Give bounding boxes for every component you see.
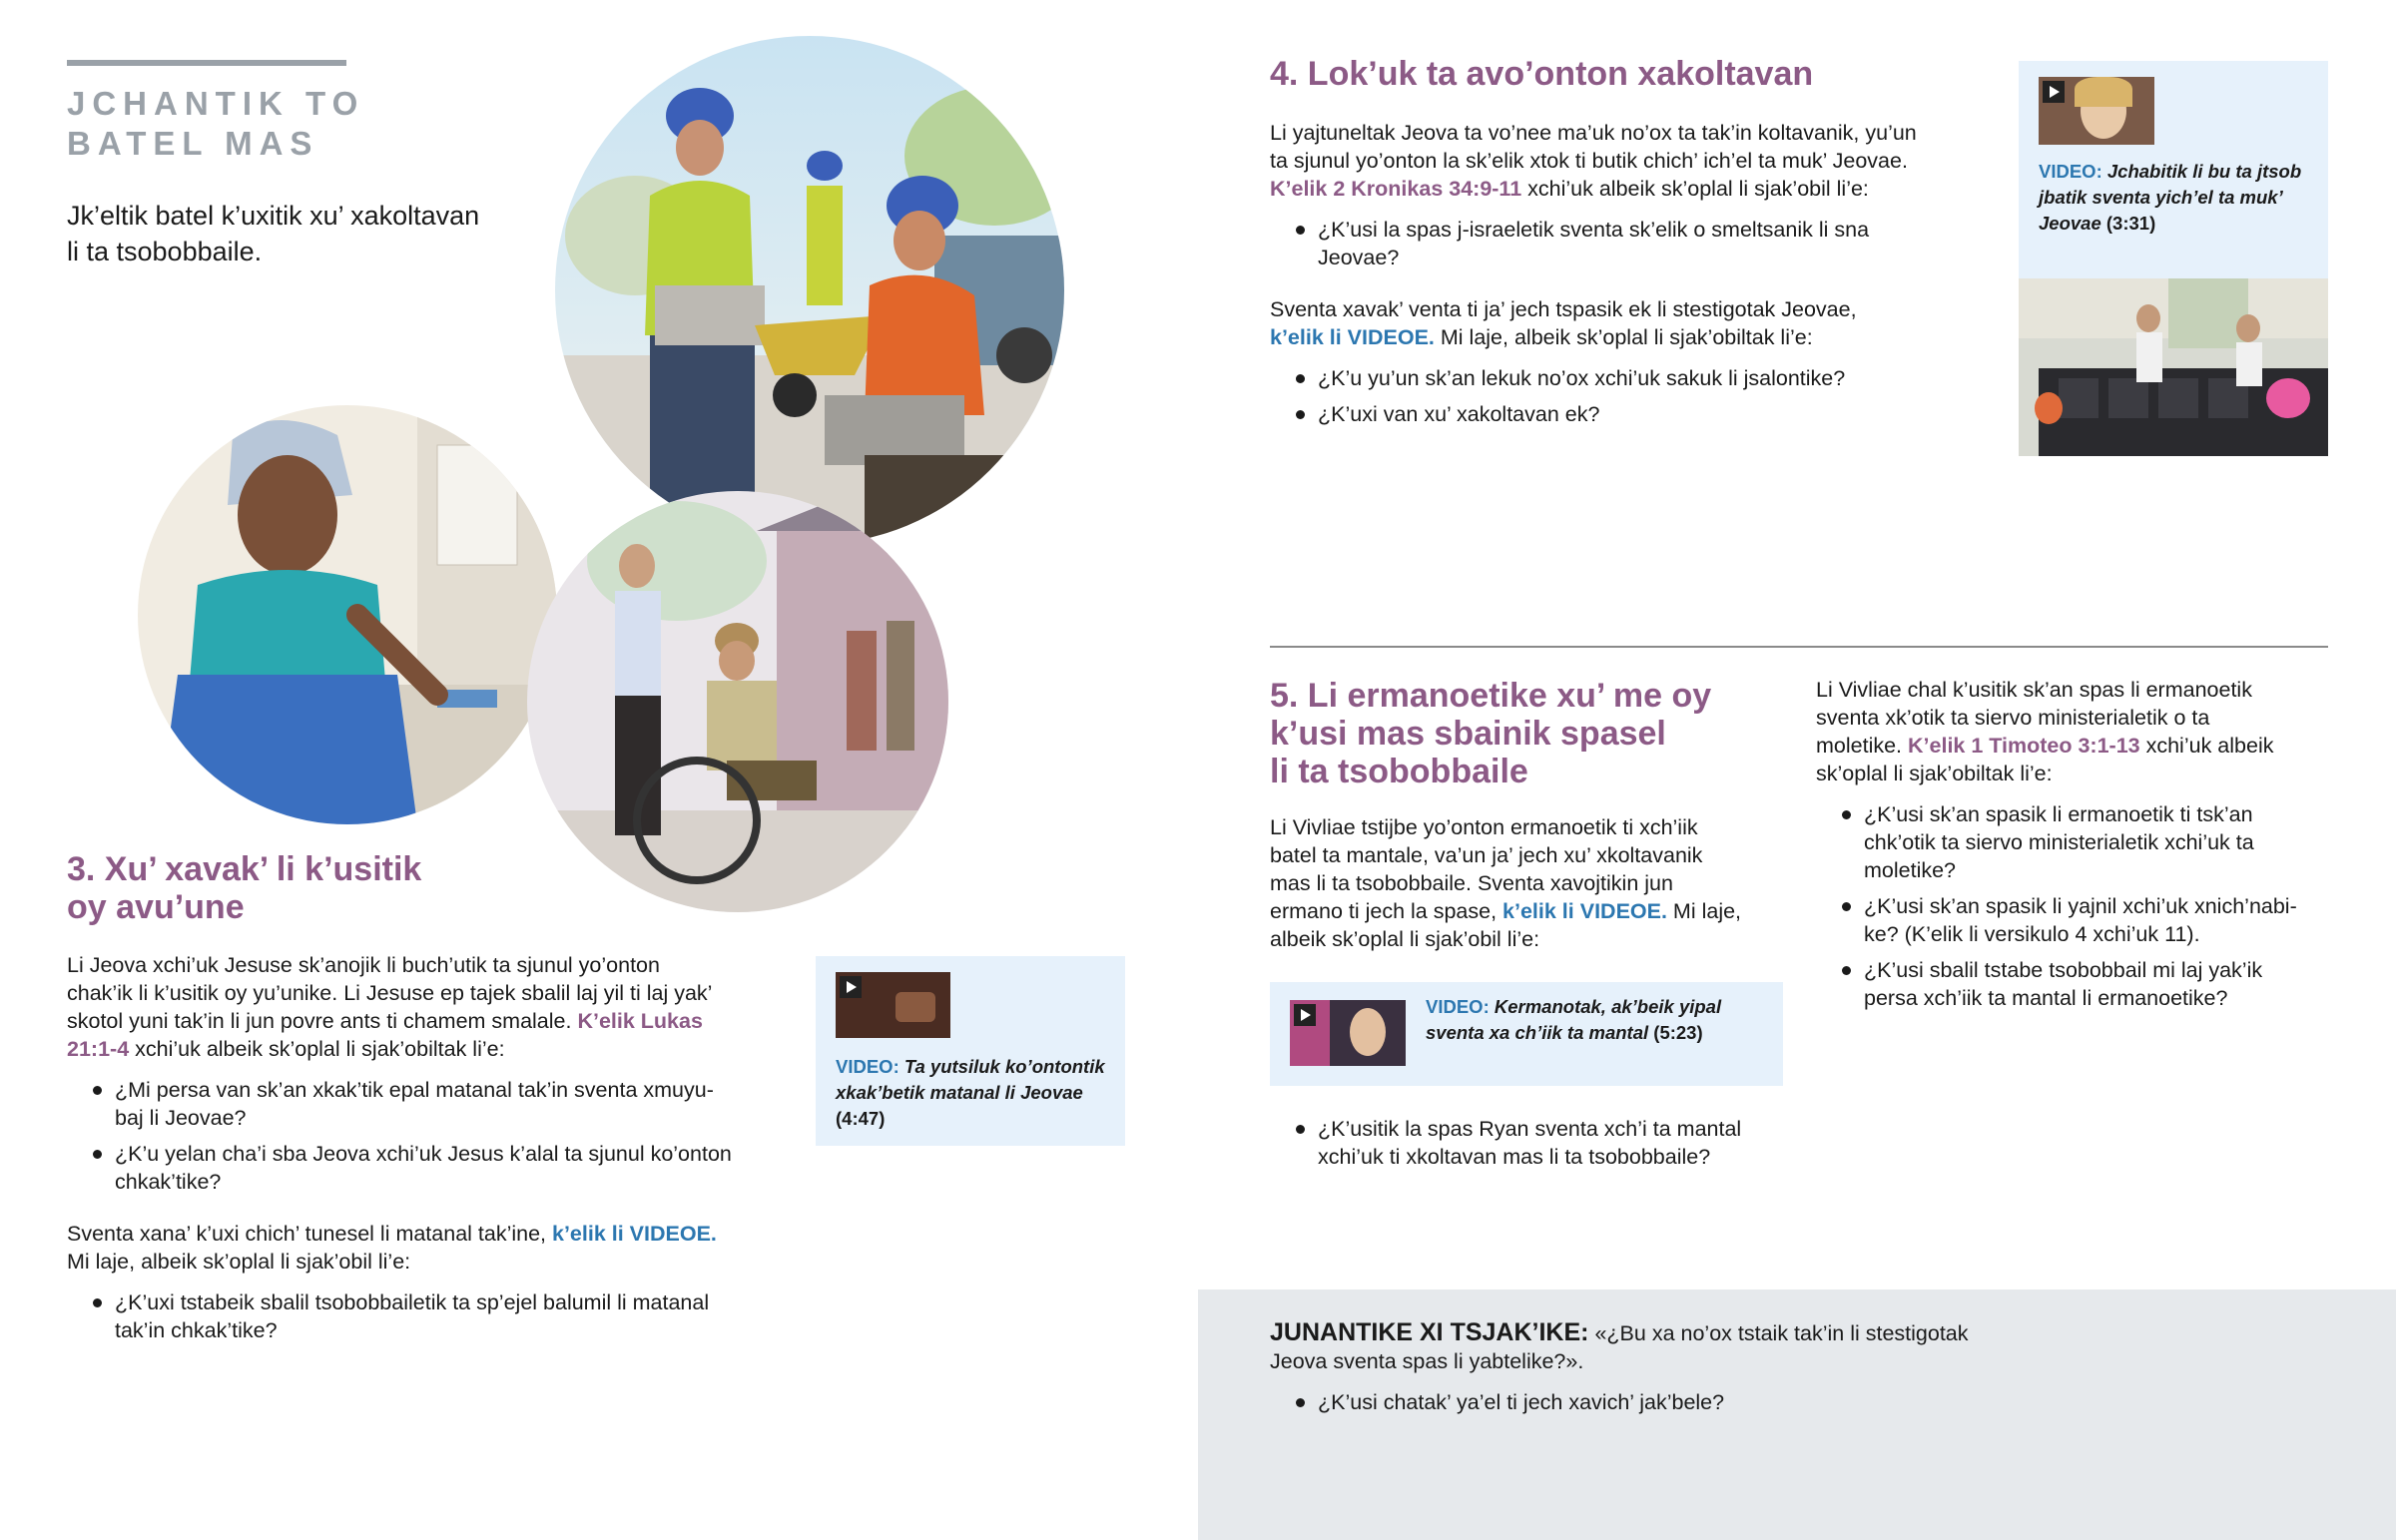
- section-5-col2-questions: [1816, 800, 2335, 1012]
- donation-scene-image: [138, 405, 557, 824]
- section-4-questions: [1270, 216, 1969, 271]
- video-caption: VIDEO: Kermanotak, ak’beik yipal sventa xa ch’iik ta mantal (5:23): [1426, 996, 1722, 1043]
- video-card-section-3[interactable]: [816, 956, 1125, 1146]
- illustration-construction-workers: [555, 36, 1064, 545]
- play-icon[interactable]: [1294, 1004, 1316, 1026]
- play-icon[interactable]: [2043, 81, 2065, 103]
- construction-scene-image: [555, 36, 1064, 545]
- video-thumbnail[interactable]: [2039, 77, 2154, 145]
- section-5-paragraph: Li Vivliae tstijbe yo’onton ermanoetik ti xch’iik batel ta mantale, va’un ja’ jech xu’ xkoltavanik mas li ta tsobobbaile. Sventa xavojtikin jun ermano ti jech la spase, k’elik li VIDEOE. Mi laje, albeik sk’oplal li sjak’obil li’e:: [1270, 815, 1742, 951]
- intro-text: Jk’eltik batel k’uxitik xu’ xakoltavan li ta tsobobbaile.: [67, 201, 480, 266]
- scripture-ref-chronicles[interactable]: K’elik 2 Kronikas 34:9-11: [1270, 177, 1522, 201]
- list-item: ¿K’u yu’un sk’an lekuk no’ox xchi’uk sakuk li jsalontike?: [1270, 364, 1969, 392]
- section-3-questions: [67, 1076, 786, 1196]
- list-item: ¿K’usi chatak’ ya’el ti jech xavich’ jak’bele?: [1270, 1388, 2368, 1416]
- video-thumbnail[interactable]: [836, 972, 950, 1038]
- video-card-section-4[interactable]: [2019, 61, 2328, 456]
- kicker-title: [67, 84, 364, 164]
- scripture-ref-timothy[interactable]: K’elik 1 Timoteo 3:1-13: [1908, 734, 2140, 758]
- scripture-ref-luke-verses[interactable]: 21:1-4: [67, 1037, 130, 1061]
- list-item: ¿K’usi la spas j-israeletik sventa sk’elik o smeltsanik li sna Jeovae?: [1270, 216, 1969, 271]
- section-5-questions-wrap: [1270, 1115, 1789, 1179]
- section-5-questions: [1270, 1115, 1789, 1171]
- section-4-title: 4. Lok’uk ta avo’onton xakoltavan: [1270, 55, 1814, 93]
- video-link[interactable]: k’elik li VIDEOE.: [552, 1222, 717, 1246]
- list-item: ¿K’uxi tstabeik sbalil tsobobbailetik ta sp’ejel balumil li matanal tak’in chkak’tike?: [67, 1288, 786, 1344]
- summary-text: JUNANTIKE XI TSJAK’IKE: «¿Bu xa no’ox tstaik tak’in li stestigotak Jeova sventa spas li yabtelike?». ¿K’usi chatak’ ya’el ti jech xavich’ jak’bele?: [1270, 1318, 2368, 1424]
- section-4-paragraph: Li yajtuneltak Jeova ta vo’nee ma’uk no’ox ta tak’in koltavanik, yu’un ta sjunul yo’onton la sk’elik xtok ti butik chich’ ich’el ta muk’ Jeovae. K’elik 2 Kronikas 34:9-11 xchi’uk albeik sk’oplal li sjak’obil li’e:: [1270, 121, 1917, 201]
- section-divider: [1270, 646, 2328, 648]
- video-card-section-5[interactable]: [1270, 982, 1783, 1086]
- video-caption: VIDEO: Jchabitik li bu ta jtsob jbatik sventa yich’el ta muk’ Jeovae (3:31): [2039, 161, 2302, 234]
- video-thumbnail[interactable]: [1290, 1000, 1406, 1066]
- list-item: ¿K’usi sbalil tstabe tsobobbail mi laj yak’ik persa xch’iik ta mantal li ermanoetike?: [1816, 956, 2335, 1012]
- list-item: ¿K’usitik la spas Ryan sventa xch’i ta mantal xchi’uk ti xkoltavan mas li ta tsobobbaile?: [1270, 1115, 1789, 1171]
- video-caption: VIDEO: Ta yutsiluk ko’ontontik xkak’betik matanal li Jeovae (4:47): [836, 1056, 1105, 1129]
- section-5-column-2: [1816, 676, 2335, 1020]
- play-icon[interactable]: [840, 976, 862, 998]
- illustration-woman-donating: [138, 405, 557, 824]
- section-5-body: [1270, 813, 1789, 953]
- section-4-questions-2: [1270, 364, 1969, 428]
- section-3-questions-2: [67, 1288, 786, 1344]
- kicker-line-2: BATEL MAS: [67, 125, 319, 162]
- section-3-title: 3. Xu’ xavak’ li k’usitik oy avu’une: [67, 850, 422, 926]
- kicker-line-1: JCHANTIK TO: [67, 85, 365, 122]
- section-3-body: [67, 951, 786, 1352]
- kicker-rule: [67, 60, 346, 66]
- list-item: ¿K’usi sk’an spasik li ermanoetik ti tsk’an chk’otik ta siervo ministerialetik xchi’uk ta moletike?: [1816, 800, 2335, 884]
- kingdom-hall-cleaning-image: [2019, 278, 2328, 456]
- illustration-man-wheelchair: [527, 491, 948, 912]
- section-5-col2-paragraph: Li Vivliae chal k’usitik sk’an spas li ermanoetik sventa xk’otik ta siervo ministerialetik o ta moletike. K’elik 1 Timoteo 3:1-13 xchi’uk albeik sk’oplal li sjak’obiltak li’e:: [1816, 678, 2274, 785]
- section-3-paragraph-2: Sventa xana’ k’uxi chich’ tunesel li matanal tak’ine, k’elik li VIDEOE. Mi laje, albeik sk’oplal li sjak’obil li’e:: [67, 1222, 717, 1274]
- video-link[interactable]: k’elik li VIDEOE.: [1270, 325, 1435, 349]
- list-item: ¿Mi persa van sk’an xkak’tik epal matanal tak’in sventa xmuyu- baj li Jeovae?: [67, 1076, 786, 1132]
- video-link[interactable]: k’elik li VIDEOE.: [1502, 899, 1667, 923]
- wheelchair-scene-image: [527, 491, 948, 912]
- list-item: ¿K’u yelan cha’i sba Jeova xchi’uk Jesus k’alal ta sjunul ko’onton chkak’tike?: [67, 1140, 786, 1196]
- list-item: ¿K’usi sk’an spasik li yajnil xchi’uk xnich’nabi- ke? (K’elik li versikulo 4 xchi’uk 11).: [1816, 892, 2335, 948]
- section-4-body: [1270, 119, 1969, 436]
- section-3-paragraph: Li Jeova xchi’uk Jesuse sk’anojik li buch’utik ta sjunul yo’onton chak’ik li k’usitik oy yu’unike. Li Jesuse ep tajek sbalil laj yil ti laj yak’ skotol yuni tak’in li jun povre ants ti chamem smalale. K’elik Lukas 21:1-4 xchi’uk albeik sk’oplal li sjak’obiltak li’e:: [67, 953, 713, 1061]
- section-5-title: 5. Li ermanoetike xu’ me oy k’usi mas sbainik spasel li ta tsobobbaile: [1270, 677, 1712, 790]
- list-item: ¿K’uxi van xu’ xakoltavan ek?: [1270, 400, 1969, 428]
- summary-box: [1198, 1289, 2396, 1540]
- summary-questions: [1270, 1388, 2368, 1416]
- scripture-ref-luke[interactable]: K’elik Lukas: [577, 1009, 703, 1033]
- summary-label: JUNANTIKE XI TSJAK’IKE:: [1270, 1318, 1589, 1346]
- section-4-paragraph-2: Sventa xavak’ venta ti ja’ jech tspasik ek li stestigotak Jeovae, k’elik li VIDEOE. Mi laje, albeik sk’oplal li sjak’obiltak li’e:: [1270, 297, 1857, 349]
